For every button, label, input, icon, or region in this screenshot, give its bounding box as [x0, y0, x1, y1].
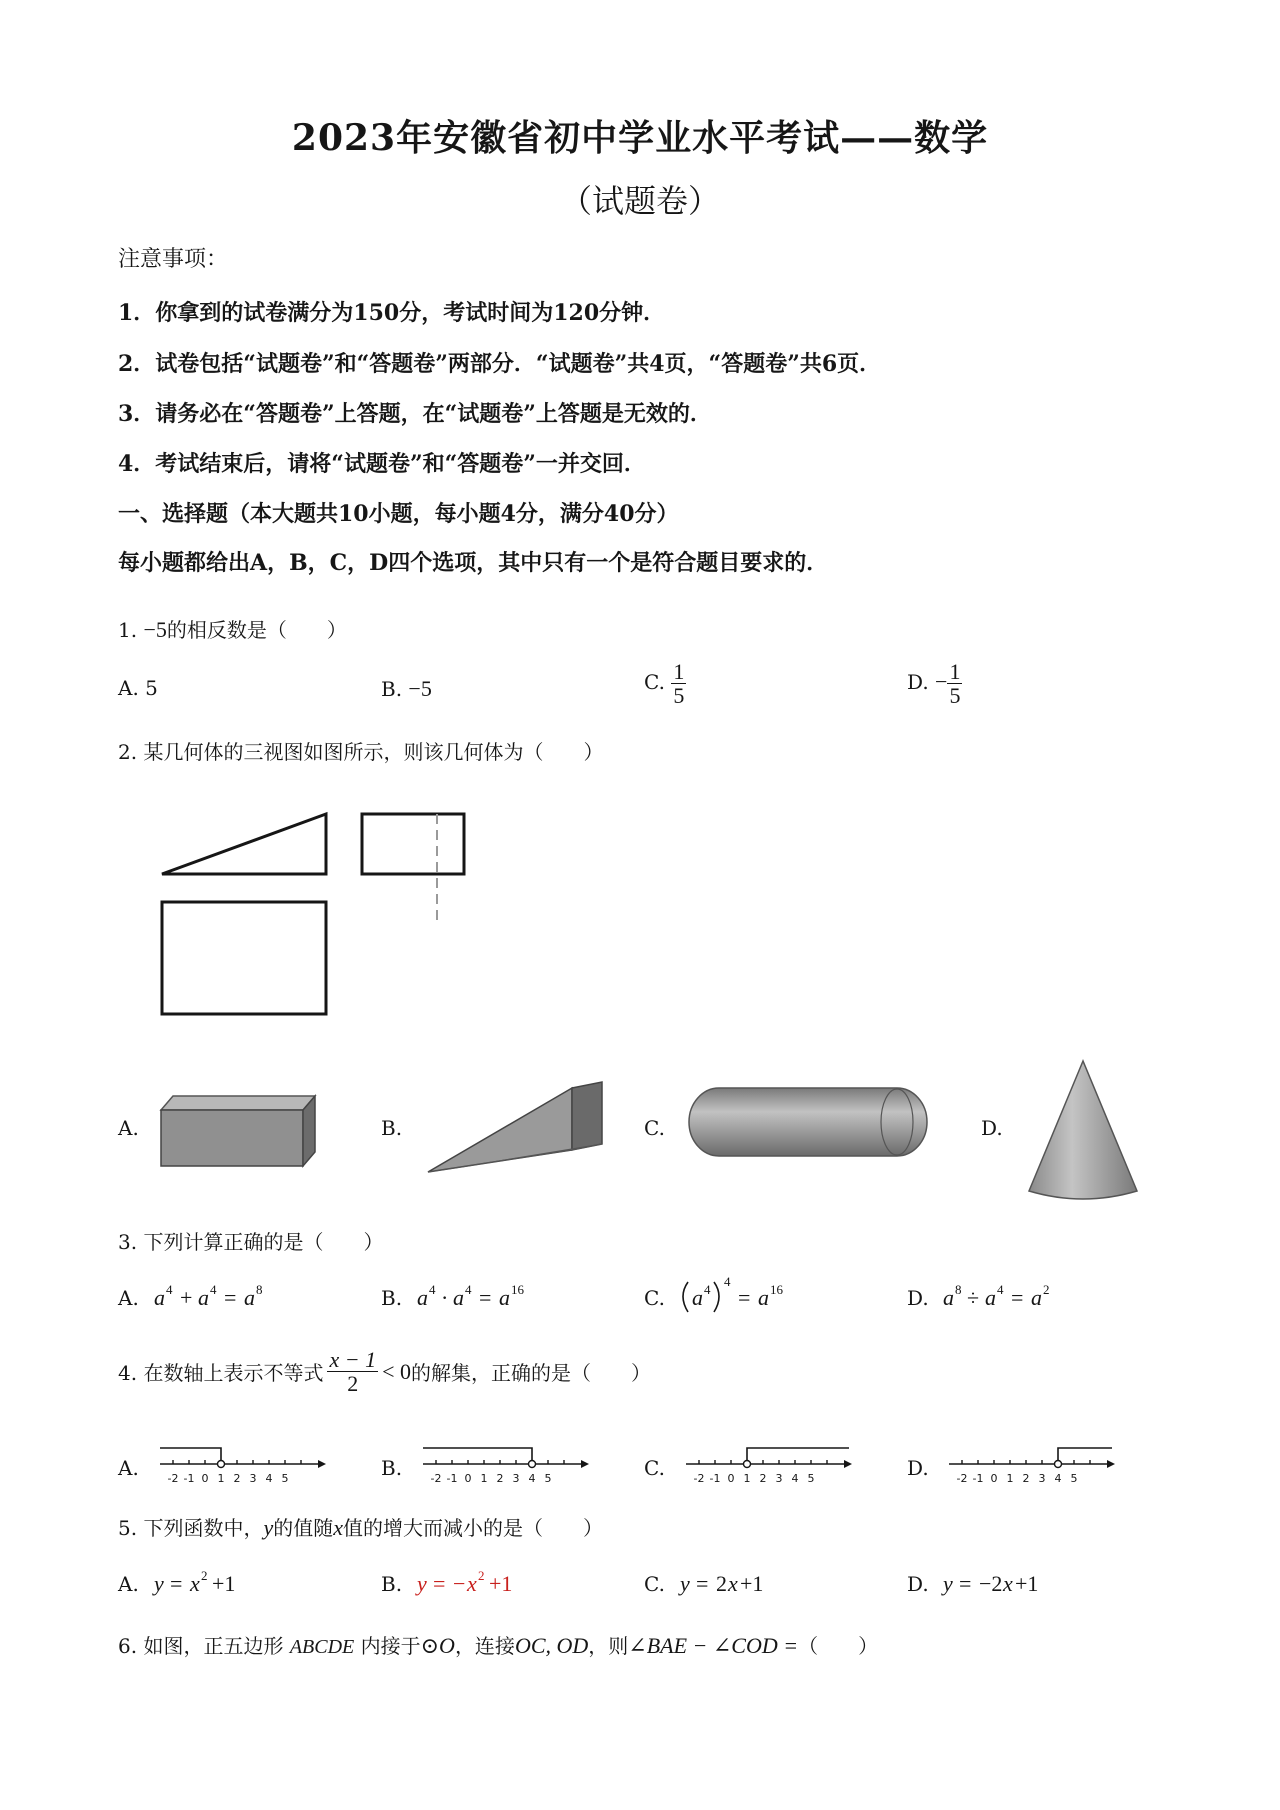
notice-heading: 注意事项： — [118, 247, 229, 272]
svg-text:=: = — [433, 1571, 446, 1596]
q3-option-b-math — [413, 1276, 593, 1316]
q4-frac-den: 2 — [327, 1371, 378, 1395]
q5-option-b-label: B. — [381, 1572, 403, 1596]
svg-text:4: 4 — [791, 1472, 799, 1485]
svg-text:4: 4 — [1054, 1472, 1062, 1485]
svg-text:-2: -2 — [956, 1472, 968, 1485]
svg-text:2: 2 — [496, 1472, 504, 1485]
question-6 — [118, 1630, 878, 1659]
q1-option-c — [644, 660, 686, 707]
q1-option-a — [118, 676, 158, 700]
number-line-a-ticks — [168, 1472, 289, 1485]
svg-text:-1: -1 — [183, 1472, 195, 1485]
svg-text:5: 5 — [1070, 1472, 1078, 1485]
front-view-triangle — [162, 814, 326, 874]
svg-text:x: x — [1003, 1571, 1013, 1596]
svg-text:x: x — [190, 1571, 200, 1596]
number-line-c-ticks — [694, 1472, 815, 1485]
svg-text:+1: +1 — [489, 1571, 513, 1596]
q5-prefix: 5. 下列函数中， — [118, 1516, 264, 1540]
q4-frac-num: x − 1 — [329, 1347, 377, 1372]
top-view-rect — [162, 902, 326, 1014]
q4-inequality: < 0 — [382, 1358, 411, 1384]
q5-option-c-label: C. — [644, 1572, 665, 1596]
cylinder-image — [685, 1082, 935, 1162]
svg-text:=: = — [224, 1285, 237, 1310]
svg-text:-1: -1 — [972, 1472, 984, 1485]
svg-text:0: 0 — [201, 1472, 209, 1485]
svg-text:a: a — [499, 1285, 510, 1310]
svg-text:=: = — [170, 1571, 183, 1596]
svg-text:5: 5 — [544, 1472, 552, 1485]
q1-number: 1. — [118, 618, 138, 642]
number-line-a — [158, 1438, 328, 1488]
q6-segments: OC, OD — [514, 1633, 589, 1658]
q3-option-c-label: C. — [644, 1286, 665, 1310]
three-views-figure — [150, 800, 480, 1030]
svg-text:÷: ÷ — [967, 1285, 980, 1310]
svg-text:3: 3 — [1038, 1472, 1046, 1485]
q2-option-c-label: C. — [644, 1116, 665, 1140]
rectangular-prism-image — [155, 1080, 330, 1170]
question-2: 2. 某几何体的三视图如图所示，则该几何体为（ ） — [118, 740, 604, 764]
q5-mid: 的值随 — [273, 1516, 334, 1540]
q6-mid2: ，连接 — [454, 1634, 515, 1658]
q4-option-d-label: D. — [907, 1456, 929, 1480]
svg-text:4: 4 — [265, 1472, 273, 1485]
q1-option-c-num: 1 — [673, 659, 685, 684]
svg-text:a: a — [985, 1285, 996, 1310]
q1-option-d-label: D. — [907, 670, 929, 695]
svg-text:+1: +1 — [212, 1571, 236, 1596]
q6-prefix: 6. 如图，正五边形 — [118, 1634, 284, 1658]
svg-text:3: 3 — [775, 1472, 783, 1485]
svg-text:2: 2 — [759, 1472, 767, 1485]
q1-math: −5 — [143, 617, 167, 642]
q6-mid3: ，则 — [588, 1634, 629, 1658]
svg-text:x: x — [467, 1571, 477, 1596]
q6-circle: ⊙O — [420, 1633, 455, 1658]
svg-text:y: y — [417, 1571, 427, 1596]
q6-pentagon: ABCDE — [289, 1636, 355, 1658]
svg-text:2: 2 — [233, 1472, 241, 1485]
q2-option-b-label: B. — [381, 1116, 403, 1140]
svg-text:a: a — [417, 1285, 428, 1310]
triangular-prism-image — [420, 1080, 610, 1180]
svg-text:2: 2 — [478, 1568, 485, 1583]
svg-text:1: 1 — [1006, 1472, 1014, 1485]
q5-var-y: y — [263, 1515, 274, 1540]
q6-mid: 内接于 — [360, 1634, 421, 1658]
svg-text:4: 4 — [465, 1282, 472, 1297]
number-line-d-ticks — [957, 1472, 1078, 1485]
q1-option-d — [907, 660, 962, 707]
number-line-b — [421, 1438, 591, 1488]
q1-option-a-value: 5 — [145, 676, 158, 700]
svg-text:2: 2 — [1022, 1472, 1030, 1485]
q1-option-a-label: A. — [118, 676, 139, 700]
svg-text:a: a — [692, 1285, 703, 1310]
svg-text:2: 2 — [1043, 1282, 1050, 1297]
svg-text:a: a — [154, 1285, 165, 1310]
q2-option-d-label: D. — [981, 1116, 1003, 1140]
q5-suffix: 值的增大而减小的是（ ） — [342, 1516, 603, 1540]
cone-image — [1025, 1055, 1145, 1205]
svg-text:16: 16 — [511, 1282, 524, 1297]
q1-option-b-label: B. — [381, 677, 403, 701]
svg-text:a: a — [1031, 1285, 1042, 1310]
svg-text:=: = — [1011, 1285, 1024, 1310]
svg-text:0: 0 — [990, 1472, 998, 1485]
svg-text:3: 3 — [512, 1472, 520, 1485]
svg-text:1: 1 — [743, 1472, 751, 1485]
svg-text:5: 5 — [807, 1472, 815, 1485]
svg-text:=: = — [479, 1285, 492, 1310]
svg-text:·: · — [441, 1285, 449, 1310]
q4-suffix: 的解集，正确的是（ ） — [411, 1361, 651, 1386]
q6-suffix: （ ） — [798, 1634, 879, 1658]
svg-text:2: 2 — [201, 1568, 208, 1583]
svg-text:4: 4 — [210, 1282, 217, 1297]
notice-item-4: 4．考试结束后，请将“试题卷”和“答题卷”一并交回． — [118, 451, 646, 477]
q3-option-d-math — [939, 1276, 1119, 1316]
q5-option-b-math — [413, 1562, 573, 1602]
svg-text:8: 8 — [955, 1282, 962, 1297]
svg-text:−2: −2 — [979, 1571, 1003, 1596]
question-3: 3. 下列计算正确的是（ ） — [118, 1230, 384, 1254]
svg-text:4: 4 — [724, 1274, 731, 1289]
svg-text:4: 4 — [997, 1282, 1004, 1297]
q4-option-a-label: A. — [118, 1456, 139, 1480]
page-title: 2023年安徽省初中学业水平考试——数学 — [291, 117, 989, 159]
svg-text:8: 8 — [256, 1282, 263, 1297]
q5-option-a-math — [150, 1562, 310, 1602]
svg-text:y: y — [943, 1571, 953, 1596]
question-1 — [118, 614, 347, 643]
q5-option-d-math — [939, 1562, 1109, 1602]
q3-option-d-label: D. — [907, 1286, 929, 1310]
q4-option-c-label: C. — [644, 1456, 665, 1480]
svg-text:0: 0 — [727, 1472, 735, 1485]
svg-text:+: + — [180, 1285, 193, 1310]
q5-var-x: x — [333, 1515, 343, 1540]
svg-text:a: a — [943, 1285, 954, 1310]
question-5 — [118, 1512, 603, 1541]
section-instruction: 每小题都给出A，B，C，D四个选项，其中只有一个是符合题目要求的． — [118, 550, 829, 576]
number-line-d — [947, 1438, 1117, 1488]
svg-text:3: 3 — [249, 1472, 257, 1485]
svg-text:-1: -1 — [709, 1472, 721, 1485]
q1-option-d-num: 1 — [949, 659, 961, 684]
q1-option-b-value: −5 — [408, 676, 432, 701]
svg-text:=: = — [959, 1571, 972, 1596]
svg-text:4: 4 — [528, 1472, 536, 1485]
svg-text:=: = — [738, 1285, 751, 1310]
svg-text:a: a — [198, 1285, 209, 1310]
svg-text:+1: +1 — [1015, 1571, 1039, 1596]
svg-text:-2: -2 — [167, 1472, 179, 1485]
svg-text:a: a — [758, 1285, 769, 1310]
number-line-c — [684, 1438, 854, 1488]
notice-item-2: 2．试卷包括“试题卷”和“答题卷”两部分．“试题卷”共4页，“答题卷”共6页． — [118, 351, 882, 377]
svg-text:-2: -2 — [693, 1472, 705, 1485]
svg-text:+1: +1 — [740, 1571, 764, 1596]
q1-option-d-sign: − — [935, 669, 948, 695]
q1-option-c-label: C. — [644, 670, 665, 695]
svg-text:5: 5 — [281, 1472, 289, 1485]
q5-option-d-label: D. — [907, 1572, 929, 1596]
q6-expression: ∠BAE − ∠COD = — [628, 1633, 799, 1658]
svg-text:4: 4 — [166, 1282, 173, 1297]
notice-item-1: 1．你拿到的试卷满分为150分，考试时间为120分钟． — [118, 300, 666, 326]
svg-text:a: a — [244, 1285, 255, 1310]
svg-text:0: 0 — [464, 1472, 472, 1485]
svg-text:1: 1 — [217, 1472, 225, 1485]
q5-option-c-math — [676, 1562, 836, 1602]
number-line-b-ticks — [431, 1472, 552, 1485]
q4-option-b-label: B. — [381, 1456, 403, 1480]
q1-option-c-den: 5 — [673, 683, 685, 709]
svg-text:−: − — [453, 1571, 466, 1596]
svg-text:1: 1 — [480, 1472, 488, 1485]
q3-option-a-math — [150, 1276, 330, 1316]
q1-option-d-den: 5 — [949, 683, 961, 709]
q4-prefix: 4. 在数轴上表示不等式 — [118, 1361, 324, 1386]
page-subtitle: （试题卷） — [559, 182, 720, 220]
svg-text:-1: -1 — [446, 1472, 458, 1485]
svg-text:x: x — [728, 1571, 738, 1596]
notice-item-3: 3．请务必在“答题卷”上答题，在“试题卷”上答题是无效的． — [118, 401, 712, 427]
svg-text:2: 2 — [716, 1571, 727, 1596]
q5-option-a-label: A. — [118, 1572, 139, 1596]
svg-text:16: 16 — [770, 1282, 783, 1297]
svg-text:a: a — [453, 1285, 464, 1310]
q3-option-c-math — [676, 1270, 856, 1316]
svg-text:4: 4 — [429, 1282, 436, 1297]
q1-option-b — [381, 676, 432, 702]
q3-option-b-label: B. — [381, 1286, 403, 1310]
question-4 — [118, 1348, 651, 1395]
svg-text:y: y — [680, 1571, 690, 1596]
q2-option-a-label: A. — [118, 1116, 139, 1140]
svg-text:-2: -2 — [430, 1472, 442, 1485]
section-heading: 一、选择题（本大题共10小题，每小题4分，满分40分） — [118, 501, 679, 527]
q1-text: 的相反数是（ ） — [166, 618, 347, 642]
q3-option-a-label: A. — [118, 1286, 139, 1310]
side-view-rect — [362, 814, 464, 874]
svg-text:4: 4 — [704, 1282, 711, 1297]
svg-text:y: y — [154, 1571, 164, 1596]
svg-text:=: = — [696, 1571, 709, 1596]
